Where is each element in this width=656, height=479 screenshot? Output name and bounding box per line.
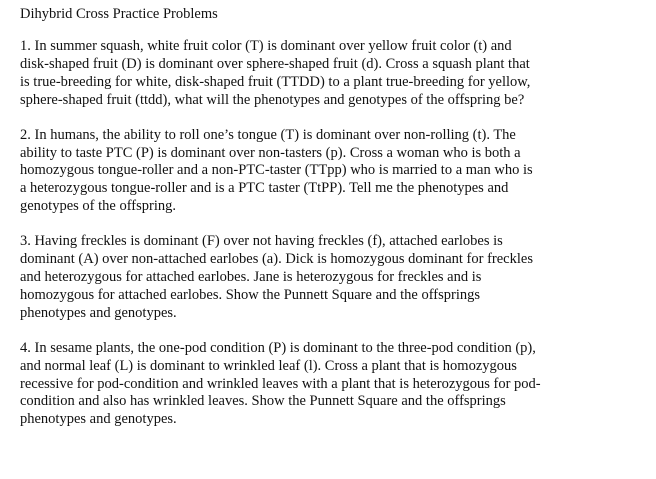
problem-line: ability to taste PTC (P) is dominant over non-tasters (p). Cross a woman who is both a [20, 144, 521, 161]
problem-line: dominant (A) over non-attached earlobes (a). Dick is homozygous dominant for freckles [20, 251, 533, 268]
document-title: Dihybrid Cross Practice Problems [20, 6, 218, 22]
problem-line: 2. In humans, the ability to roll one’s tongue (T) is dominant over non-rolling (t). The [20, 126, 516, 143]
problem-line: condition and also has wrinkled leaves. Show the Punnett Square and the offsprings [20, 393, 506, 410]
problem-line: sphere-shaped fruit (ttdd), what will the phenotypes and genotypes of the offspring be? [20, 91, 525, 108]
problem-line: disk-shaped fruit (D) is dominant over sphere-shaped fruit (d). Cross a squash plant that [20, 55, 530, 72]
problem-line: 1. In summer squash, white fruit color (T) is dominant over yellow fruit color (t) and [20, 38, 512, 54]
problem-line: recessive for pod-condition and wrinkled leaves with a plant that is heterozygous for pod- [20, 375, 541, 392]
problem-line: and normal leaf (L) is dominant to wrinkled leaf (l). Cross a plant that is homozygous [20, 357, 517, 374]
problem-line: 4. In sesame plants, the one-pod condition (P) is dominant to the three-pod condition (p), [20, 339, 536, 356]
problem-line: and heterozygous for attached earlobes. Jane is heterozygous for freckles and is [20, 268, 482, 285]
problem-line: phenotypes and genotypes. [20, 304, 177, 321]
problem-2 [20, 127, 616, 217]
problem-line: phenotypes and genotypes. [20, 411, 177, 428]
problem-line: homozygous for attached earlobes. Show the Punnett Square and the offsprings [20, 286, 481, 303]
problem-line: 3. Having freckles is dominant (F) over not having freckles (f), attached earlobes is [20, 233, 503, 250]
problem-line: homozygous tongue-roller and a non-PTC-taster (TTpp) who is married to a man who is [20, 162, 533, 179]
problem-line: genotypes of the offspring. [20, 198, 176, 215]
problem-4 [20, 340, 616, 430]
problem-line: a heterozygous tongue-roller and is a PTC taster (TtPP). Tell me the phenotypes and [20, 180, 509, 197]
problem-line: is true-breeding for white, disk-shaped fruit (TTDD) to a plant true-breeding for yellow, [20, 73, 531, 90]
problem-3 [20, 233, 616, 323]
problem-1 [20, 38, 616, 110]
document-page [20, 5, 616, 446]
